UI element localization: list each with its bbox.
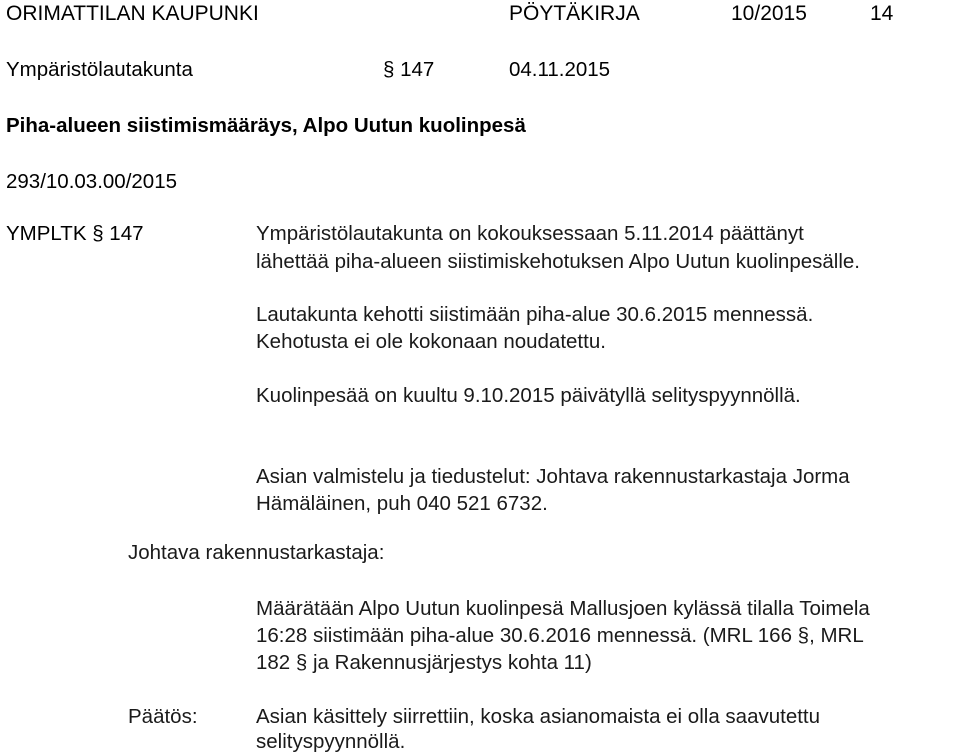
proposal-line-3: 182 § ja Rakennusjärjestys kohta 11) bbox=[256, 651, 592, 674]
decision-line-2: selityspyynnöllä. bbox=[256, 730, 406, 753]
meeting-date: 04.11.2015 bbox=[509, 58, 611, 81]
page-title: Piha-alueen siistimismääräys, Alpo Uutun kuolinpesä bbox=[6, 114, 526, 137]
proposal-line-2: 16:28 siistimään piha-alue 30.6.2016 mennessä. (MRL 166 §, MRL bbox=[256, 624, 864, 647]
paragraph-2-line-2: Kehotusta ei ole kokonaan noudatettu. bbox=[256, 330, 606, 353]
document-number: 10/2015 bbox=[731, 2, 807, 25]
organization-name: ORIMATTILAN KAUPUNKI bbox=[6, 2, 259, 25]
paragraph-1-line-1: Ympäristölautakunta on kokouksessaan 5.11.2014 päättänyt bbox=[256, 222, 804, 245]
committee-name: Ympäristölautakunta bbox=[6, 58, 193, 81]
paragraph-2-line-1: Lautakunta kehotti siistimään piha-alue 30.6.2015 mennessä. bbox=[256, 303, 814, 326]
document-type: PÖYTÄKIRJA bbox=[509, 2, 640, 25]
case-number: 293/10.03.00/2015 bbox=[6, 170, 177, 193]
proposal-line-1: Määrätään Alpo Uutun kuolinpesä Mallusjoen kylässä tilalla Toimela bbox=[256, 597, 870, 620]
section-label: YMPLTK § 147 bbox=[6, 222, 144, 245]
paragraph-4-line-2: Hämäläinen, puh 040 521 6732. bbox=[256, 492, 548, 515]
decision-line-1: Asian käsittely siirrettiin, koska asianomaista ei olla saavutettu bbox=[256, 705, 821, 728]
paragraph-1-line-2: lähettää piha-alueen siistimiskehotuksen Alpo Uutun kuolinpesälle. bbox=[256, 250, 860, 273]
paragraph-4-line-1: Asian valmistelu ja tiedustelut: Johtava rakennustarkastaja Jorma bbox=[256, 465, 850, 488]
decision-label: Päätös: bbox=[128, 705, 198, 728]
section-reference: § 147 bbox=[383, 58, 435, 81]
page-number: 14 bbox=[870, 2, 894, 25]
proposal-label: Johtava rakennustarkastaja: bbox=[128, 541, 385, 564]
paragraph-3-line-1: Kuolinpesää on kuultu 9.10.2015 päivätyllä selityspyynnöllä. bbox=[256, 384, 801, 407]
